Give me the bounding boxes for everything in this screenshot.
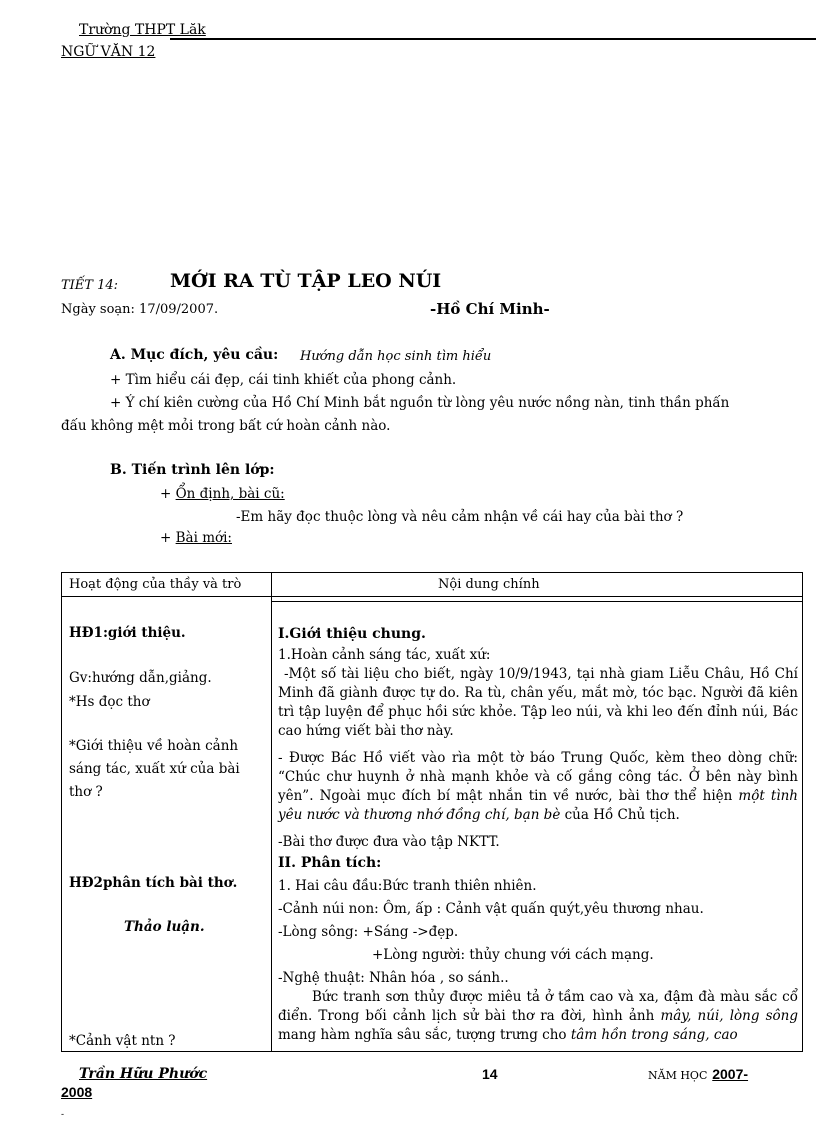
section-a-title: A. Mục đích, yêu cầu:: [110, 347, 279, 363]
paragraph-4-emphasis-1: mây, núi, lòng sông: [660, 1008, 798, 1024]
activity-gv: Gv:hướng dẫn,giảng.: [69, 670, 212, 686]
footer-author: Trần Hữu Phước: [79, 1066, 208, 1082]
activity-hd1: HĐ1:giới thiệu.: [69, 625, 186, 641]
table-inner-rule: [271, 601, 802, 602]
table-header-activities: Hoạt động của thầy và trò: [69, 577, 242, 592]
footer-year-end: 2008: [61, 1084, 93, 1100]
step-2-prefix: +: [160, 530, 176, 546]
section-a-item-2-cont: đấu không mệt mỏi trong bất cứ hoàn cảnh nào.: [61, 418, 391, 434]
section-a-note: Hướng dẫn học sinh tìm hiểu: [300, 349, 492, 364]
activity-intro-line-3: thơ ?: [69, 784, 103, 800]
paragraph-2-end: của Hồ Chủ tịch.: [560, 807, 680, 823]
paragraph-4-text: Bức tranh sơn thủy được miêu tả ở tầm cao và xa, đậm đà màu sắc cổ điển. Trong bối cảnh lịch sử bài thơ ra đời, hình ảnh: [278, 989, 798, 1024]
paragraph-4-mid: mang hàm nghĩa sâu sắc, tượng trưng cho: [278, 1027, 571, 1043]
content-paragraph-3: -Bài thơ được đưa vào tập NKTT.: [278, 834, 500, 850]
section-b-step-1-question: -Em hãy đọc thuộc lòng và nêu cảm nhận về cái hay của bài thơ ?: [236, 509, 684, 525]
content-section-1-sub: 1.Hoàn cảnh sáng tác, xuất xứ:: [278, 647, 491, 663]
section-a-heading: [110, 347, 278, 363]
step-1-label: Ổn định, bài cũ:: [175, 486, 285, 502]
table-header-rule: [62, 596, 802, 597]
content-line-mountains: -Cảnh núi non: Ôm, ấp : Cảnh vật quấn quýt,yêu thương nhau.: [278, 901, 704, 917]
lesson-table: [61, 572, 803, 1052]
header-rule: [170, 38, 816, 40]
activity-hd2: HĐ2phân tích bài thơ.: [69, 875, 238, 891]
activity-intro-line-2: sáng tác, xuất xứ của bài: [69, 761, 240, 777]
footer-year-label: NĂM HỌC: [648, 1069, 708, 1082]
paragraph-2-emphasis: một tình yêu nước và thương nhớ đồng chí, bạn bè: [278, 788, 798, 823]
content-line-heart: +Lòng người: thủy chung với cách mạng.: [372, 947, 654, 963]
section-b-heading: B. Tiến trình lên lớp:: [110, 462, 275, 478]
paragraph-4-emphasis-2: tâm hồn trong sáng, cao: [570, 1027, 738, 1043]
activity-discussion: Thảo luận.: [124, 919, 205, 935]
section-a-item-2: + Ý chí kiên cường của Hồ Chí Minh bắt nguồn từ lòng yêu nước nồng nàn, tinh thần phấn: [110, 395, 730, 411]
lesson-number: TIẾT 14:: [61, 278, 119, 293]
content-paragraph-2: [278, 749, 798, 825]
paragraph-2-text: - Được Bác Hồ viết vào rìa một tờ báo Trung Quốc, kèm theo dòng chữ: “Chúc chư huynh ở nhà mạnh khỏe và cố gắng công tác. Ở bên này bình yên”. Ngoài mục đích bí mật nhắn tin về nước, bài thơ thể hiện: [278, 750, 798, 804]
content-section-2: II. Phân tích:: [278, 855, 382, 871]
content-paragraph-1: -Một số tài liệu cho biết, ngày 10/9/1943, tại nhà giam Liễu Châu, Hồ Chí Minh đã giành được tự do. Ra tù, chân yếu, mắt mờ, tóc bạc. Người đã kiên trì tập luyện để phục hồi sức khỏe. Tập leo núi, và khi leo đến đỉnh núi, Bác cao hứng viết bài thơ này.: [278, 666, 798, 739]
table-header-content: Nội dung chính: [438, 577, 540, 592]
footer-mark: -: [61, 1110, 65, 1120]
section-b-step-1: [160, 486, 285, 502]
footer-page-number: 14: [482, 1066, 498, 1082]
footer-school-year: [648, 1066, 748, 1083]
footer-year-start: 2007-: [712, 1066, 749, 1082]
header-school: Trường THPT Lăk: [79, 22, 206, 38]
content-line-art: -Nghệ thuật: Nhân hóa , so sánh..: [278, 970, 509, 986]
table-column-divider: [271, 573, 272, 1051]
content-section-1: I.Giới thiệu chung.: [278, 626, 426, 642]
section-b-step-2: [160, 530, 232, 546]
section-a-item-1: + Tìm hiểu cái đẹp, cái tinh khiết của phong cảnh.: [110, 372, 457, 388]
content-paragraph-4: [278, 988, 798, 1045]
activity-scenery-question: *Cảnh vật ntn ?: [69, 1033, 176, 1049]
step-1-prefix: +: [160, 486, 176, 502]
lesson-title: MỚI RA TÙ TẬP LEO NÚI: [170, 270, 442, 292]
content-line-river: -Lòng sông: +Sáng ->đẹp.: [278, 924, 459, 940]
activity-hs: *Hs đọc thơ: [69, 694, 150, 710]
content-section-2-sub: 1. Hai câu đầu:Bức tranh thiên nhiên.: [278, 878, 537, 894]
activity-intro-line-1: *Giới thiệu về hoàn cảnh: [69, 738, 239, 754]
lesson-author: -Hồ Chí Minh-: [430, 300, 550, 318]
lesson-date: Ngày soạn: 17/09/2007.: [61, 302, 219, 317]
step-2-label: Bài mới:: [175, 530, 232, 546]
header-subject: NGỮ VĂN 12: [61, 44, 156, 60]
